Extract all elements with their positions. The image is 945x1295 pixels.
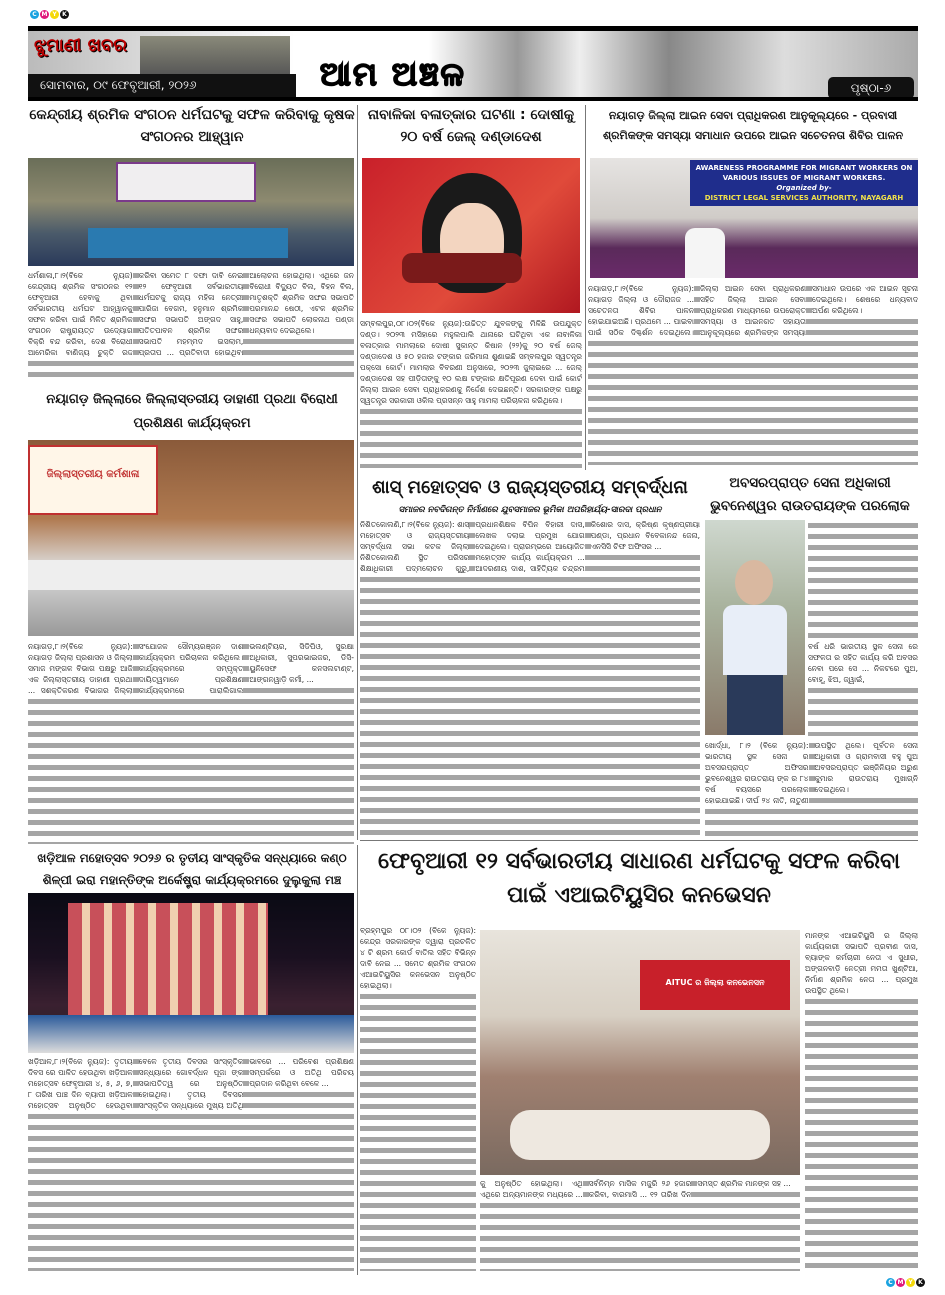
cyan-mark: C [886,1278,895,1287]
magenta-mark: M [897,1279,904,1286]
article-body-aituc-right: ମାନଙ୍କ ଏଆଇଟିୟୁସି ର ଜିଲ୍ଲା କାର୍ଯ୍ୟକାରୀ ସଭାପତି ପ୍ରବୀଣ ଦାସ, ବ୍ୟାଙ୍କ କର୍ମଚାରୀ ନେତା ଏ ସୁଧୀର, ଅଙ୍ଗନବାଡ଼ି ନେତ୍ରୀ ମମତା ଖୁଣ୍ଟିଆ, ନିର୍ମାଣ ଶ୍ରମିକ ନେତା ... ପ୍ରମୁଖ ଉପସ୍ଥିତ ଥିଲେ। [805,930,918,1271]
left-column [28,104,356,1271]
photo-festival-stage [28,893,354,1053]
headline-migrant-workers: ନୟାଗଡ଼ ଜିଲ୍ଲା ଆଇନ ସେବା ପ୍ରାଧିକରଣ ଆନୁକୂଲ୍ୟରେ - ପ୍ରବାସୀ ଶ୍ରମିକଙ୍କ ସମସ୍ୟା ସମାଧାନ ଉପରେ ଆଇନ ସଚେତନତା ଶିବିର ପାଳନ [602,109,904,142]
article-body-aituc-left: ବ୍ରହ୍ମପୁର ୦୮।୦୨ (ବିକେ ନ୍ୟୁଜ): କେନ୍ଦ୍ର ସରକାରଙ୍କ ଦ୍ୱାରା ପ୍ରଚଳିତ ୪ ଟି ଶ୍ରମ କୋର୍ଡ ବାତିଲ ସହିତ ବିଭିନ୍ନ ଦାବି ନେଇ ... ସମେତ ଶ୍ରମିକ ସଂଗଠନ ଏଆଇଟିୟୁସିର କନଭେସନ ଅନୁଷ୍ଠିତ ହୋଇଥିଲା। [360,925,476,1271]
subheadline-shaas-festival: ସମାଜର ନବଦିଗନ୍ତ ନିର୍ମାଣରେ ଯୁବସମାଜର ଭୂମିକା ଅପରିହାର୍ଯ୍ୟ-ସାରଦା ପ୍ରଧାନ [398,505,662,515]
newspaper-logo: ଝୁମାଣୀ ଖବର [34,35,127,56]
article-body-shaas-festival: ନିଶିତକୋଲଣି,୮।୨(ବିକେ ନ୍ୟୁଜ): ଶାସ୍ ମହୋତ୍ସବ ଓ ରାଜ୍ୟସ୍ତରୀୟ ସମ୍ବର୍ଦ୍ଧନା ସଭା କଟକ ଜିଲ୍ଲା ନିଶିତକୋଲଣି ସ୍ଥିତ ପରିସର ଶିକ୍ଷାଧିକାରୀ ପଦ୍ମଲୋଚନ ଗୁରୁ, ପ୍ରଧାନଶିକ୍ଷକ ବିପିନ ବିହାରୀ ଦାସ, ଲେଖକ ଦଲାଇ ପ୍ରମୁଖ ଯୋଗ ଦେଇଥିଲେ। ପ୍ରାରମ୍ଭରେ ଆୟୋଜିତ ମହୋତ୍ସବ କାର୍ଯ୍ୟ କାର୍ଯ୍ୟକ୍ରମ ... ଆଦରଣୀୟ ଦାଶ, ସାହିତ୍ୟିକ ଚନ୍ଦ୍ରମ କିଶୋର ଦାସ, କ୍ରିଷ୍ଣ କୃଷ୍ଣପ୍ରୀୟା ପଣ୍ଡା, ପ୍ରଧାନ ବିବେକାନନ୍ଦ ଜେନା, ଏନସିସି ଚିଫ ଅଫିସର ... [360,519,700,837]
yellow-mark: Y [906,1278,915,1287]
column-divider [357,845,358,1275]
photo-farmers-meeting [28,158,354,266]
black-mark: K [916,1278,925,1287]
article-body-witch-hunting: ନୟାଗଡ଼,୮।୨(ବିକେ ନ୍ୟୁଜ): ନୟାଗଡ଼ ଜିଲ୍ଲା ପ୍ରଶାସନ ଓ ଜିଲ୍ଲା ସମାଜ ମଙ୍ଗଳ ବିଭାଗ ପକ୍ଷରୁ ଆଜି ଏକ ଜିଲ୍ଲାସ୍ତରୀୟ ଡାହାଣୀ ପ୍ରଥା ... ସଶକ୍ତିକରଣ ବିଭାଗର ଜିଲ୍ଲା ସଂଯୋଜକ ସୌମ୍ୟରଞ୍ଜନ ଦାଶ କାର୍ଯ୍ୟକ୍ରମ ପରିଚାଳନା କରିଥିଲେ। କାର୍ଯ୍ୟକ୍ରମରେ ସମ୍ପୃକ୍ତ ଦାୟିତ୍ୱମାନେ ପ୍ରଶିକ୍ଷଣ କାର୍ଯ୍ୟକ୍ରମରେ ପାରାଲିଗାଲ ଭଲଣ୍ଟିୟର, ସିଡିପିଓ, ସୁରକ୍ଷା ଅଧିକାରୀ, ସୁପରଭାଇଜର, ଡିସି-ୟୁନିସେଫ କନସଲଟାଣ୍ଟ, ଆଙ୍ଗନୱାଡ଼ି କର୍ମୀ, ... [28,641,354,844]
headline-witch-hunting: ନୟାଗଡ଼ ଜିଲ୍ଲାରେ ଜିଲ୍ଲାସ୍ତରୀୟ ଡାହାଣୀ ପ୍ରଥା ବିରୋଧୀ ପ୍ରଶିକ୍ଷଣ କାର୍ଯ୍ୟକ୍ରମ [46,392,338,432]
headline-minor-rape: ନାବାଳିକା ବଳାତ୍କାର ଘଟଣା : ଦୋଷୀକୁ ୨୦ ବର୍ଷ ଜେଲ୍ ଦଣ୍ଡାଦେଶ [367,107,575,145]
illustration-victim [362,158,580,313]
page-number: ପୃଷ୍ଠା-୬ [828,77,914,99]
article-body-strike-farmers: ଧର୍ମଶାଳା,୮।୨(ବିକେ ନ୍ୟୁଜ) କେନ୍ଦ୍ରୀୟ ଶ୍ରମିକ ସଂଗଠନର ୧୨ ଫେବୃଆରୀ ହେବାକୁ ଥିବା ସର୍ବଭାରତୀୟ ଧର୍ମଘଟ ଆହ୍ୱାନକୁ ସଫଳ କରିବା ପାଇଁ ମିଳିତ ଶ୍ରମିକ ସଂଗଠନ ରାଷ୍ଟ୍ରାୟତ୍ତ ଉଦ୍ୟୋଗ ବିକ୍ରି ବନ୍ଦ କରିବା, ଦେଶ ବିରୋଧୀ ଆମେରିକା ବାଣିଜ୍ୟ ଚୁକ୍ତି ରଦ୍ଦ କରିବା ସମେତ ୮ ଦଫା ଦାବି ନେଇ ୧୨ ଫେବୃଆରୀ ସର୍ବଭାରତୀୟ ଧର୍ମଘଟକୁ ରାଜ୍ୟ ମହିଳା ନେତ୍ରୀ ପାରିଜା ବେଗମ, ହନୁମାନ ଶ୍ରମିକ ସଙ୍ଘର ସଭାପତି ଅଙ୍ଗଦ ସାହୁ, ପତିତପାବନ ଶ୍ରମିକ ସଙ୍ଘର ସଭାପତି ମହମ୍ମଦ ଇସଲାମ, ପ୍ରତାପ ... ପ୍ରତିବାଦୀ ହୋଇଥିବା ଆଲୋଚନା ହୋଇଥିଲା। ଏଥିରେ ଜନ ବିରୋଧୀ ବିଦ୍ୟୁତ ବିଲ, ବିହନ ବିଲ, ମାତୃଶକ୍ତି ଶ୍ରମିକ ସଙ୍ଘର ସଭାପତି ପରମାନନ୍ଦ ଷେଠୀ, ଏଟକ ଶ୍ରମିକ ସଙ୍ଘର ସଭାପତି ଲୋକନାଥ ପଣ୍ଡା ଧନ୍ୟବାଦ ଦେଇଥିଲେ। [28,270,354,383]
article-body-aituc-bottom: କୁ ଅନୁଷ୍ଠିତ ହୋଇଥିଲା। ଏଥି ଏଥିରେ ଅନ୍ୟମାନଙ୍କ ମଧ୍ୟରେ ... ସର୍ବନିମ୍ନ ମାସିକ ମଜୁରି ୨୬ ହଜାର କରିବା, ବାରମାସି ... ୧୨ ତାରିଖ ଦିନ ସମସ୍ତ ଶ୍ରମିକ ମାନଙ୍କ ସହ ... [480,1178,800,1271]
photo-retired-officer [705,520,805,735]
cyan-mark: C [30,10,39,19]
article-body-minor-rape: ସମ୍ବଲପୁର,୦୮।୦୨(ବିକେ ନ୍ୟୁଜ):ଉଚ୍ଚିତ୍ତ ଯୁବକଙ୍କୁ ମିଳିଛି ଉପଯୁକ୍ତ ଦଣ୍ଡ। ୨୦୨୩ ମସିହାରେ ମହୁଲପାଲି ଥାନାରେ ଘଟିଥିବା ଏକ ନାବାଳିକା ବଳାତ୍କାର ମାମଲାରେ ଦୋଷୀ ସୁକାନ୍ତ କିଷାନ (୨୨)କୁ ୨୦ ବର୍ଷ ଜେଲ୍ ଦଣ୍ଡାଦେଶ ଓ ୫୦ ହଜାର ଟଙ୍କାର ଜରିମାନା ଶୁଣାଇଛି ସମ୍ବଲପୁର ସ୍ୱତନ୍ତ୍ର ପକ୍ସୋ କୋର୍ଟ। ମାମଲାର ବିବରଣୀ ଅନୁସାରେ, ୨୦୨୩ ଜୁଲାଇରେ ... ଜେଲ୍ ଦଣ୍ଡାଦେଶ ସହ ପୀଡ଼ିତାଙ୍କୁ ୧୦ ଲକ୍ଷ ଟଙ୍କାର କ୍ଷତିପୂରଣ ଦେବା ପାଇଁ କୋର୍ଟ ଜିଲ୍ଲା ଆଇନ ସେବା ପ୍ରାଧିକରଣକୁ ନିର୍ଦ୍ଦେଶ ଦେଇଛନ୍ତି। ସରକାରଙ୍କ ପକ୍ଷରୁ ସ୍ୱତନ୍ତ୍ର ସରକାରୀ ଓକିଲ ପ୍ରସନ୍ନ ସାହୁ ମାମଲା ପରିଚାଳନା କରିଥିଲେ। [360,318,582,468]
headline-khadial-festival: ଖଡ଼ିଆଳ ମହୋତ୍ସବ ୨୦୨୬ ର ତୃତୀୟ ସାଂସ୍କୃତିକ ସନ୍ଧ୍ୟାରେ କଣ୍ଠ ଶିଳ୍ପୀ ଇରା ମହାନ୍ତିଙ୍କ ଅର୍କେଷ୍ଟ୍ରା କାର୍ଯ୍ୟକ୍ରମରେ ଦୁଲୁକୁଲା ମଞ୍ଚ [37,850,347,887]
yellow-mark: Y [50,10,59,19]
event-banner: AWARENESS PROGRAMME FOR MIGRANT WORKERS ON VARIOUS ISSUES OF MIGRANT WORKERS. Organized by- DISTRICT LEGAL SERVICES AUTHORITY, NAYAGARH [690,160,918,206]
column-divider [585,105,586,470]
column-divider [357,105,358,840]
headline-shaas-festival: ଶାସ୍ ମହୋତ୍ସବ ଓ ରାଜ୍ୟସ୍ତରୀୟ ସମ୍ବର୍ଦ୍ଧନା [372,477,688,498]
aituc-banner: AITUC ର ଜିଲ୍ଲା କନଭେନସନ [640,960,790,1010]
village-illustration [140,36,290,76]
magenta-mark: M [41,11,48,18]
photo-awareness-camp [590,158,918,278]
headline-aituc-convention: ଫେବୃଆରୀ ୧୨ ସର୍ବଭାରତୀୟ ସାଧାରଣ ଧର୍ମଘଟକୁ ସଫଳ କରିବା ପାଇଁ ଏଆଇଟିୟୁସିର କନଭେସନ [377,849,901,908]
headline-retired-officer: ଅବସରପ୍ରାପ୍ତ ସେନା ଅଧିକାରୀ ଭୁବନେଶ୍ୱର ରାଉତରାୟଙ୍କ ପରଲୋକ [710,475,910,514]
headline-strike-farmers: କେନ୍ଦ୍ରୀୟ ଶ୍ରମିକ ସଂଗଠନ ଧର୍ମଘଟକୁ ସଫଳ କରିବାକୁ କୃଷକ ସଂଗଠନର ଆହ୍ୱାନ [29,107,355,145]
article-side-retired-officer: ବର୍ଷ ଧରି ଭାରତୀୟ ସ୍ଥଳ ସେନା ରେ ସଫଳତା ର ସହିତ କାର୍ଯ୍ୟ କରି ଅବସର ନେବା ପରେ ସେ ... ନିକଟରେ ପୁଅ, ବୋହୂ, ଝିଅ, ଜ୍ୱାଇଁ, [808,520,918,736]
issue-date: ସୋମବାର, ୦୯ ଫେବୃଆରୀ, ୨୦୨୬ [28,74,296,97]
divider [360,840,918,841]
photo-workshop [28,440,354,636]
article-body-retired-officer: ଖୋର୍ଦ୍ଧା, ୮।୨ (ବିକେ ନ୍ୟୁଜ): ଭାରତୀୟ ସ୍ଥଳ ସେନା ର ଅବସରପ୍ରାପ୍ତ ଅଫିସର ଭୁବନେଶ୍ୱର ରାଉତରାୟ ଙ୍କ ର ୮୪ ବର୍ଷ ବୟସରେ ପରଲୋକ ହୋଇଯାଇଛି। ଦୀର୍ଘ ୨୪ ନାତି, ନାତୁଣୀ ଉପସ୍ଥିତ ଥିଲେ। ପୂର୍ବତନ ସେନା ଅଧିକାରୀ ଓ ଗ୍ରାମବାସୀ ବହୁ ପୁଅ ଅବସରପ୍ରାପ୍ତ ଇଞ୍ଜିନିୟର ଅରୁଣ କୁମାର ରାଉତରାୟ ମୁଖାଗ୍ନି ଦେଇଥିଲେ। [705,740,918,837]
black-mark: K [60,10,69,19]
speaker-figure [685,228,725,278]
section-title: ଆମ ଅଞ୍ଚଳ [320,55,466,93]
article-body-migrant-workers: ନୟାଗଡ଼,୮।୨(ବିକେ ନ୍ୟୁଜ): ନୟାଗଡ଼ ଜିଲ୍ଲା ଓ ଦୌରାଜଜ ... ସଚେତନତା ଶିବିର ପାଳନ ହୋଇଯାଇଅଛି। ପ୍ରଥମେ ... ପାଇବା ପାଇଁ ସଠିକ ଦିଗ୍ଦର୍ଶନ ଦେଇଥିଲେ। ଜିଲ୍ଲା ଆଇନ ସେବା ପ୍ରାଧିକରଣ ସହିତ ଜିଲ୍ଲା ଆଇନ ସେବା ପ୍ରାଧିକରଣ ମାଧ୍ୟମରେ ଉପରୋକ୍ତ ସମସ୍ୟା ଓ ଆଇନଗତ ସହାୟତା ଆନୁକୂଲ୍ୟରେ ଶ୍ରମିକଙ୍କ ସମସ୍ୟା ସମାଧାନ ଉପରେ ଏକ ଆଇନ ସୂଚନା ଦେଇଥିଲେ। ଶେଷରେ ଧନ୍ୟବାଦ ଅର୍ପଣ କରିଥିଲେ। [588,283,918,465]
masthead-bottom-rule [28,97,918,101]
article-body-khadial-festival: ଖଡ଼ିଆଳ,୮।୨(ବିକେ ନ୍ୟୁଜ): ତୃତୀୟ ଦିବସ ରେ ପାଳିତ ହେଉଥିବା ଖଡ଼ିଆଳ ମହୋତ୍ସବ ଫେବୃଆରୀ ୪, ୫, ୬, ୭, ୮ ତାରିଖ ପାଞ୍ଚ ଦିନ ବ୍ୟାପୀ ଖଡ଼ିଆଳ ମହୋତ୍ସବ ଅନୁଷ୍ଠିତ ହେଉଥିବା ବେଳେ ତୃତୀୟ ଦିବସର ସାଂସ୍କୃତିକ ସନ୍ଧ୍ୟାରେ ଗୋବର୍ଦ୍ଧନ ପୂଜା ଙ୍କ ସଭାପତିତ୍ୱ ରେ ଅନୁଷ୍ଠିତ ହୋଇଥିଲା। ତୃତୀୟ ଦିବସର ସାଂସ୍କୃତିକ ସନ୍ଧ୍ୟାରେ ମୁଖ୍ୟ ଅତିଥି ଭାବରେ ... ପରିବେଶ ପ୍ରଶିକ୍ଷଣ ସମ୍ପର୍କରେ ଓ ଅତିଥି ପରିଚୟ ପ୍ରଦାନ କରିଥିବା ବେଳେ ... [28,1056,354,1271]
photo-aituc-convention [480,930,800,1175]
workshop-banner: ଜିଲ୍ଲାସ୍ତରୀୟ କର୍ମଶାଳା [28,445,158,515]
